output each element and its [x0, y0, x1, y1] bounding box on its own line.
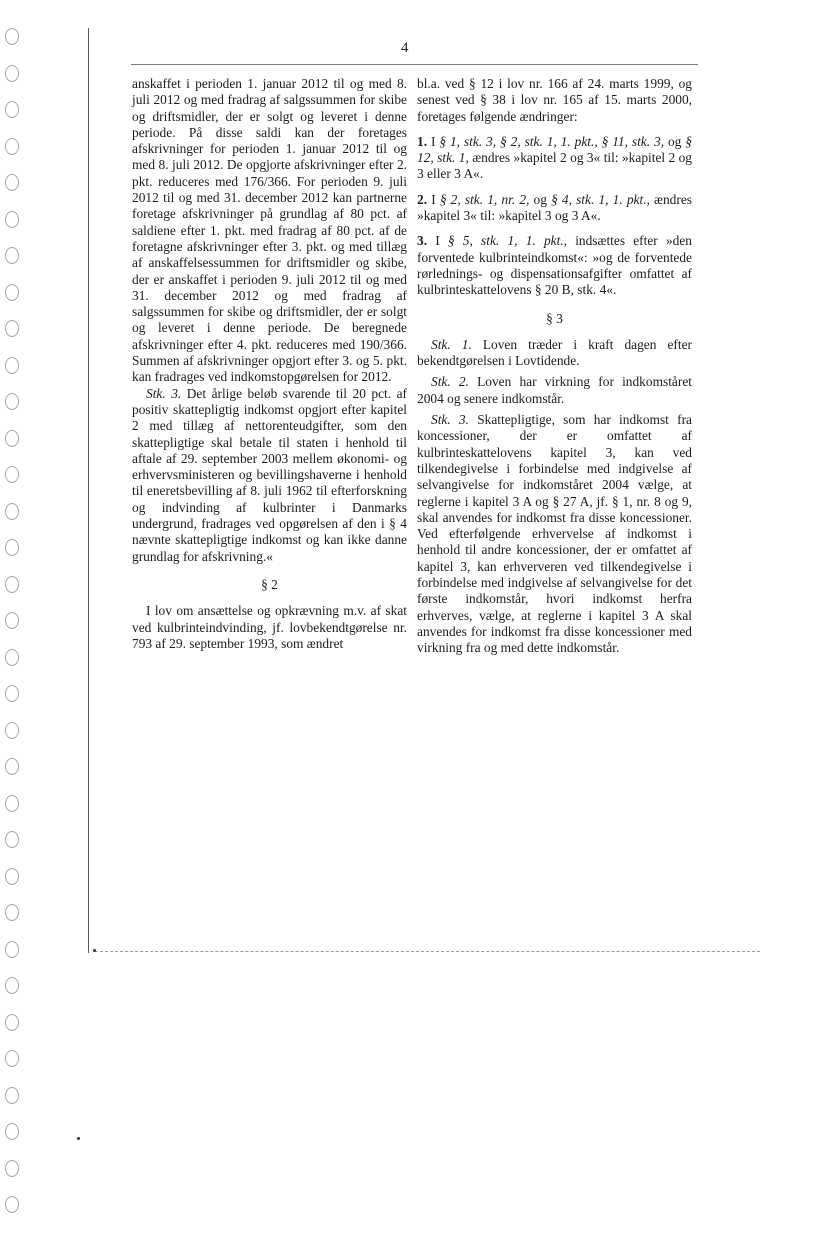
item-2-lead: I	[427, 191, 440, 207]
section-2-text: I lov om ansættelse og opkrævning m.v. af skat ved kulbrinteindvinding, jf. lovbekendtgørelse nr. 793 af 29. september 1993, som ændret	[132, 603, 407, 651]
item-2-reference: § 2, stk. 1, nr. 2,	[439, 191, 530, 207]
item-2-text: ændres »kapitel 3« til: »kapitel 3 og 3 A«.	[417, 191, 692, 224]
binder-hole	[5, 576, 19, 593]
item-1-mid: og	[664, 133, 686, 149]
binder-hole	[5, 904, 19, 921]
binder-hole	[5, 320, 19, 337]
binder-hole	[5, 612, 19, 629]
binder-hole	[5, 430, 19, 447]
binder-hole	[5, 722, 19, 739]
header-rule	[131, 64, 698, 65]
stk-3-label: Stk. 3.	[431, 412, 469, 428]
left-margin-rule	[88, 28, 89, 953]
amendment-item-3	[417, 233, 692, 298]
binder-hole	[5, 1196, 19, 1213]
section-2-heading: § 2	[261, 576, 278, 592]
item-2-reference-2: § 4, stk. 1, 1. pkt.,	[551, 191, 650, 207]
binder-hole	[5, 539, 19, 556]
item-3-text: indsættes efter »den forventede kulbrinteindkomst«: »og de forventede rørlednings- og dispensationsafgifter omfattet af kulbrinteskattelovens § 20 B, stk. 4«.	[417, 233, 692, 298]
stk-1-label: Stk. 1.	[431, 336, 472, 352]
binder-hole	[5, 1087, 19, 1104]
footer-rule	[95, 951, 760, 952]
left-column	[132, 76, 407, 652]
item-1-reference-2: § 12, stk. 1,	[417, 133, 692, 166]
binder-hole	[5, 284, 19, 301]
stk-3-paragraph	[132, 386, 407, 565]
section-3-heading: § 3	[546, 310, 563, 326]
binder-hole	[5, 503, 19, 520]
amendment-item-1	[417, 134, 692, 183]
binder-hole	[5, 831, 19, 848]
binder-hole	[5, 466, 19, 483]
binder-hole	[5, 65, 19, 82]
item-3-lead: I	[427, 233, 448, 249]
binder-hole	[5, 868, 19, 885]
amendments-intro: bl.a. ved § 12 i lov nr. 166 af 24. marts 1999, og senest ved § 38 i lov nr. 165 af 15. marts 2000, foretages følgende ændringer:	[417, 76, 692, 124]
amendment-item-2	[417, 192, 692, 225]
stk-3-text: Det årlige beløb svarende til 20 pct. af positiv skattepligtig indkomst opgjort efter kapitel 2 med tillæg af nettorenteudgifter, som den skattepligtige skal betale til staten i henhold til aftale af 29. september 2003 mellem økonomi- og erhvervsministeren og bevillingshaverne i henhold til eneretsbevilling af 8. juli 1962 til efterforskning og indvinding af kulbrinter i Danmarks undergrund, fradrages ved opgørelsen af den i § 4 nævnte skattepligtige indkomst og kan ikke danne grundlag for afskrivning.«	[132, 385, 407, 564]
stk-2-paragraph	[417, 374, 692, 407]
binder-hole	[5, 138, 19, 155]
stk-3-label: Stk. 3.	[146, 385, 182, 401]
scan-speck	[93, 949, 96, 952]
stk-2-text: Loven har virkning for indkomståret 2004 og senere indkomstår.	[417, 374, 692, 406]
item-1-text: ændres »kapitel 2 og 3« til: »kapitel 2 og 3 eller 3 A«.	[417, 150, 692, 182]
binder-holes	[2, 28, 24, 1233]
binder-hole	[5, 101, 19, 118]
binder-hole	[5, 1123, 19, 1140]
page-number: 4	[401, 40, 409, 56]
item-3-number: 3.	[417, 233, 428, 249]
stk-2-label: Stk. 2.	[431, 374, 469, 390]
item-2-mid: og	[529, 191, 552, 207]
binder-hole	[5, 649, 19, 666]
item-2-number: 2.	[417, 191, 428, 207]
binder-hole	[5, 211, 19, 228]
binder-hole	[5, 357, 19, 374]
stk-1-paragraph	[417, 337, 692, 370]
binder-hole	[5, 1014, 19, 1031]
binder-hole	[5, 685, 19, 702]
continuation-paragraph: anskaffet i perioden 1. januar 2012 til og med 8. juli 2012 og med fradrag af salgssummen for skibe og driftsmidler, der er solgt og leveret i denne periode. På disse saldi kan der foretages afskrivninger for perioden 1. januar 2012 til og med 8. juli 2012. De opgjorte afskrivninger efter 2. pkt. reduceres med 176/366. For perioden 9. juli 2012 til og med 31. december 2012 kan partnerne foretage afskrivninger på grundlag af 80 pct. af saldiene efter 1. pkt. med fradrag af 80 pct. af de foretagne afskrivninger efter 3. pkt. og med tillæg af anskaffelsessummen for driftsmidler og skibe, der er anskaffet i perioden 9. juli 2012 til og med 31. december 2012 og med fradrag af salgssummen for skibe og driftsmidler, der er solgt og leveret i denne periode. De beregnede afskrivninger efter 4. pkt. reduceres med 190/366. Summen af afskrivninger opgjort efter 3. og 5. pkt. kan fradrages ved indkomstopgørelsen for 2012.	[132, 76, 407, 385]
item-3-reference: § 5, stk. 1, 1. pkt.,	[447, 233, 567, 249]
stk-1-text: Loven træder i kraft dagen efter bekendtgørelsen i Lovtidende.	[417, 336, 692, 369]
item-1-lead: I	[427, 133, 440, 149]
scan-speck	[77, 1137, 80, 1140]
binder-hole	[5, 1050, 19, 1067]
stk-3-paragraph	[417, 412, 692, 656]
item-1-number: 1.	[417, 133, 428, 149]
binder-hole	[5, 758, 19, 775]
stk-3-text: Skattepligtige, som har indkomst fra koncessioner, der er omfattet af kulbrinteskattelovens kapitel 3, kan ved tilkendegivelse i forbindelse med indgivelse af selvangivelse for indkomståret 2004 vælge, at reglerne i kapitel 3 A og § 27 A, jf. § 1, nr. 8 og 9, skal anvendes for indkomst fra disse koncessioner. Ved efterfølgende erhvervelse af indkomst i henhold til andre koncessioner, der er omfattet af kapitel 3, kan erhververen ved tilkendegivelse i forbindelse med indgivelse af selvangivelse for det første indkomstår, hvori indkomst herfra erhverves, vælge, at reglerne i kapitel 3 A skal anvendes for indkomst fra disse koncessioner med virkning fra og med dette indkomstår.	[417, 412, 692, 656]
binder-hole	[5, 795, 19, 812]
binder-hole	[5, 941, 19, 958]
binder-hole	[5, 28, 19, 45]
item-1-reference: § 1, stk. 3, § 2, stk. 1, 1. pkt., § 11, stk. 3,	[439, 133, 665, 149]
binder-hole	[5, 393, 19, 410]
binder-hole	[5, 977, 19, 994]
right-column	[417, 76, 692, 657]
binder-hole	[5, 1160, 19, 1177]
binder-hole	[5, 247, 19, 264]
binder-hole	[5, 174, 19, 191]
